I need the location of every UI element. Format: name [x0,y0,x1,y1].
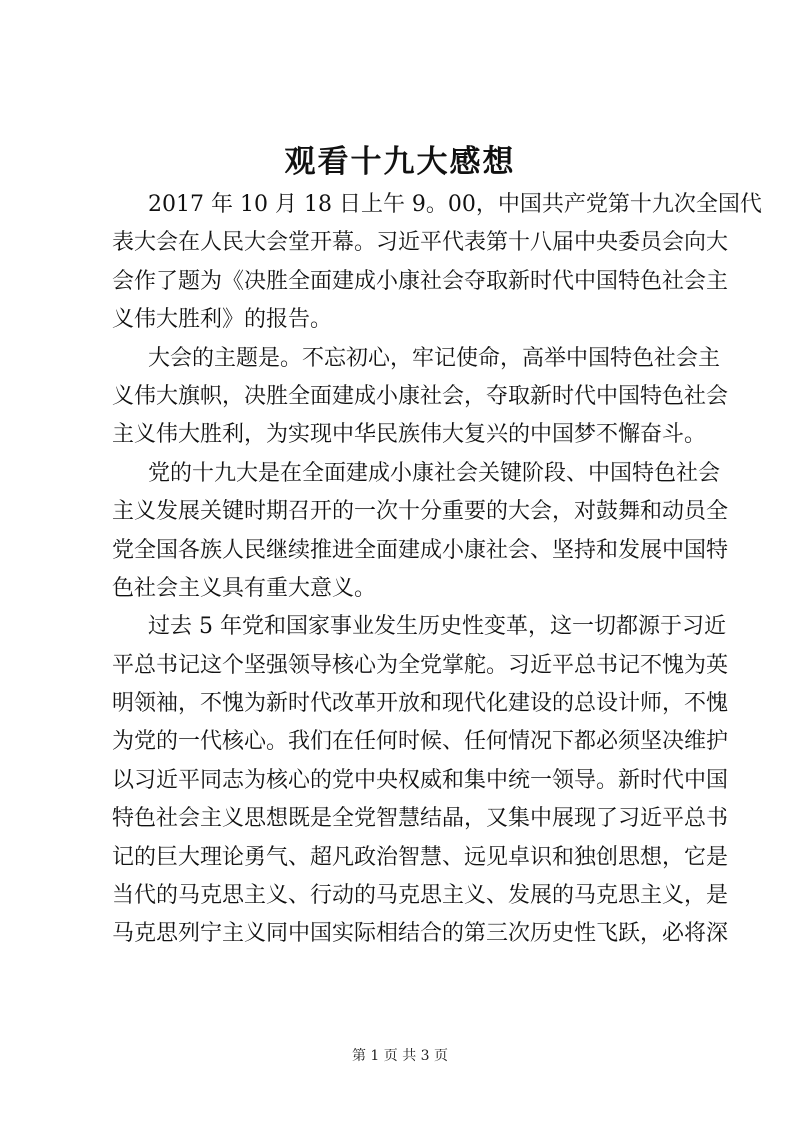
text-line: 2017 年 10 月 18 日上午 9。00，中国共产党第十九次全国代 [148,192,762,217]
text-line: 主义伟大胜利，为实现中华民族伟大复兴的中国梦不懈奋斗。 [112,422,707,448]
text-line: 会作了题为《决胜全面建成小康社会夺取新时代中国特色社会主 [112,268,729,294]
text-line: 义伟大胜利》的报告。 [112,307,333,333]
text-line: 以习近平同志为核心的党中央权威和集中统一领导。新时代中国 [112,767,729,793]
text-line: 记的巨大理论勇气、超凡政治智慧、远见卓识和独创思想，它是 [112,844,729,870]
text-line: 义伟大旗帜，决胜全面建成小康社会，夺取新时代中国特色社会 [112,383,729,409]
paragraph-1 [112,186,762,340]
text-line: 当代的马克思主义、行动的马克思主义、发展的马克思主义，是 [112,883,729,909]
document-body [112,186,762,954]
text-line: 平总书记这个坚强领导核心为全党掌舵。习近平总书记不愧为英 [112,652,729,678]
text-line: 明领袖，不愧为新时代改革开放和现代化建设的总设计师，不愧 [112,691,729,717]
text-line: 党的十九大是在全面建成小康社会关键阶段、中国特色社会 [148,460,721,486]
text-line: 表大会在人民大会堂开幕。习近平代表第十八届中央委员会向大 [112,230,729,256]
text-line: 党全国各族人民继续推进全面建成小康社会、坚持和发展中国特 [112,537,729,563]
page-title: 观看十九大感想 [284,144,516,180]
text-line: 特色社会主义思想既是全党智慧结晶，又集中展现了习近平总书 [112,806,729,832]
paragraph-4 [112,608,729,954]
text-line: 大会的主题是。不忘初心，牢记使命，高举中国特色社会主 [148,345,721,371]
text-line: 过去 5 年党和国家事业发生历史性变革，这一切都源于习近 [148,614,726,640]
text-line: 色社会主义具有重大意义。 [112,575,377,601]
paragraph-2 [112,340,729,455]
text-line: 主义发展关键时期召开的一次十分重要的大会，对鼓舞和动员全 [112,499,729,525]
text-line: 马克思列宁主义同中国实际相结合的第三次历史性飞跃，必将深 [112,921,729,947]
page-footer: 第 1 页 共 3 页 [351,1048,449,1064]
paragraph-3 [112,455,729,609]
text-line: 为党的一代核心。我们在任何时候、任何情况下都必须坚决维护 [112,729,729,755]
